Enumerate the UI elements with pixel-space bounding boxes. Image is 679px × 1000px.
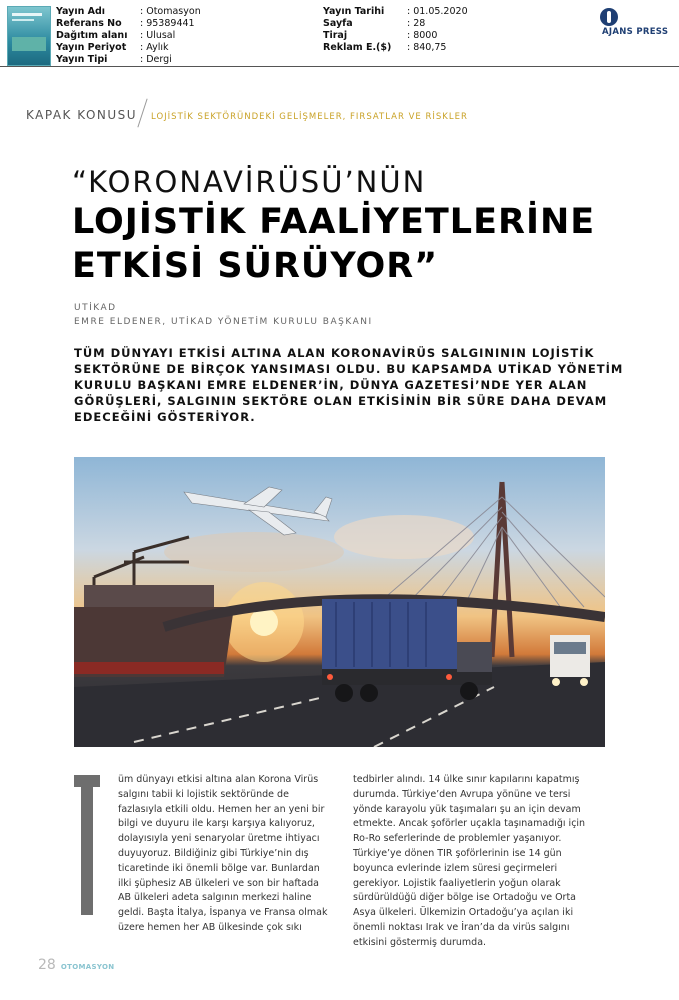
magazine-cover-thumbnail	[7, 6, 51, 66]
meta-row: Tiraj : 8000	[323, 30, 438, 41]
publication-meta-left	[56, 6, 201, 66]
logistics-illustration	[74, 457, 605, 747]
header-divider	[0, 66, 679, 67]
meta-row: Yayın Tipi : Dergi	[56, 54, 172, 65]
meta-row: Yayın Periyot : Aylık	[56, 42, 169, 53]
lead-paragraph: TÜM DÜNYAYI ETKİSİ ALTINA ALAN KORONAVİRÜS SALGINININ LOJİSTİK SEKTÖRÜNE DE BİRÇOK YANSIMASI OLDU. BU KAPSAMDA UTİKAD YÖNETİM KURULU BAŞKANI EMRE ELDENER’İN, DÜNYA GAZETESİ’NDE YER ALAN GÖRÜŞLERİ, SALGININ SEKTÖRE OLAN ETKİSİNİN BİR SÜRE DAHA DEVAM EDECEĞİNİ GÖSTERİYOR.	[74, 346, 624, 424]
magazine-name: OTOMASYON	[60, 963, 115, 971]
author-name: EMRE ELDENER, UTİKAD YÖNETİM KURULU BAŞKANI	[74, 317, 373, 327]
page-footer	[38, 954, 114, 973]
meta-row: Yayın Adı : Otomasyon	[56, 6, 201, 17]
clipping-header: Yayın Adı : Otomasyon Referans No : 95389441 Dağıtım alanı : Ulusal Yayın Periyot : Aylık Yayın Tipi : Dergi Yayın Tarihi : 01.05.2020 Sayfa : 28 Tiraj : 8000 Reklam E.($) : 840,75 AJANS PRESS	[0, 0, 679, 67]
body-column-1: üm dünyayı etkisi altına alan Korona Virüs salgını tabii ki lojistik sektöründe de fazlasıyla etkili oldu. Hemen her an yeni bir bilgi ve duyuru ile karşı karşıya kalıyoruz, dolayısıyla yeni senaryolar üretme ihtiyacı duyuyoruz. Bildiğiniz gibi Türkiye’nin dış ticaretinde iki önemli bölge var. Bunlardan ilki şüphesiz AB ülkeleri ve son bir haftada AB ülkeleri adeta salgının merkezi haline geldi. Başta İtalya, İspanya ve Fransa olmak üzere hemen her AB ülkesinde çok sıkı	[118, 774, 328, 933]
publication-meta-right	[323, 6, 468, 54]
meta-row: Yayın Tarihi : 01.05.2020	[323, 6, 468, 17]
headline-bold	[72, 200, 595, 288]
headline-line-2: LOJİSTİK FAALİYETLERİNE	[72, 202, 596, 242]
page-number: 28	[38, 957, 56, 973]
author-byline	[74, 301, 373, 329]
logistics-photo	[74, 457, 605, 747]
meta-row: Referans No : 95389441	[56, 18, 195, 29]
slash-divider	[139, 102, 147, 124]
meta-row: Reklam E.($) : 840,75	[323, 42, 447, 53]
headline-line-3: ETKİSİ SÜRÜYOR”	[72, 246, 439, 286]
meta-row: Dağıtım alanı : Ulusal	[56, 30, 176, 41]
section-label: KAPAK KONUSU LOJİSTİK SEKTÖRÜNDEKİ GELİŞMELER, FIRSATLAR VE RİSKLER	[26, 97, 468, 123]
meta-row: Sayfa : 28	[323, 18, 426, 29]
headline-line-1: “KORONAVİRÜSÜ’NÜN	[72, 165, 427, 199]
logo-icon	[600, 8, 618, 26]
drop-cap	[74, 775, 100, 915]
author-org: UTİKAD	[74, 303, 117, 313]
body-column-2: tedbirler alındı. 14 ülke sınır kapılarını kapatmış durumda. Türkiye’den Avrupa yönüne ve tersi yönde karayolu yük taşımaları şu an için devam etmekte. Ancak şoförler uçakla taşınamadığı için Ro-Ro seferlerinde de problemler yaşanıyor. Türkiye’ye dönen TIR şoförlerinin ise 14 gün boyunca evlerinde izlem süresi geçirmeleri gerekiyor. Lojistik faaliyetlerin yoğun olarak sürdürüldüğü diğer bölge ise Ortadoğu ve Orta Asya ülkeleri. Ülkemizin Ortadoğu’ya açılan iki önemli noktası Irak ve İran’da da virüs salgını etkisini göstermiş durumda.	[353, 774, 586, 948]
